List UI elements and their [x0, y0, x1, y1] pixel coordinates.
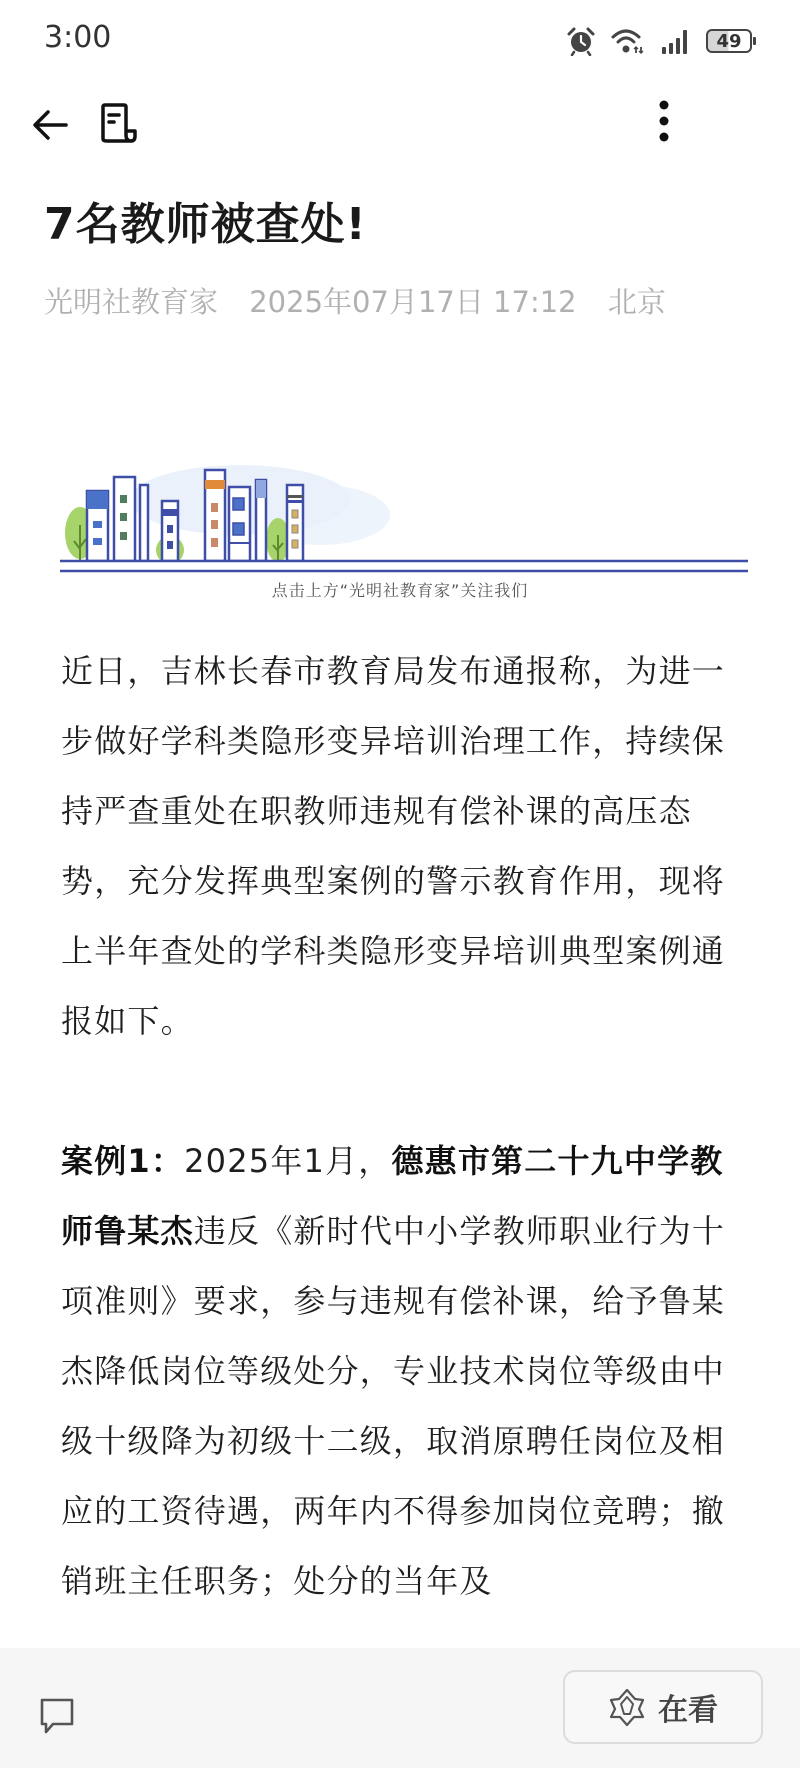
- document-scroll-icon: [98, 101, 140, 145]
- more-vertical-icon: [652, 97, 676, 147]
- arrow-left-icon: [30, 105, 70, 145]
- publish-datetime: 2025年07月17日 17:12: [249, 285, 577, 319]
- banner-caption: 点击上方“光明社教育家”关注我们: [271, 581, 529, 600]
- comment-bubble-icon: [38, 1696, 76, 1736]
- status-time: 3:00: [44, 20, 112, 55]
- status-bar: [0, 0, 800, 80]
- star-outline-icon: [608, 1687, 646, 1727]
- reader-mode-button[interactable]: [98, 101, 140, 149]
- article-body: [61, 636, 741, 1616]
- case-1-date: 2025年1月，: [184, 1142, 392, 1180]
- article-title: 7名教师被查处!: [44, 199, 367, 250]
- more-button[interactable]: [652, 97, 676, 147]
- publish-location: 北京: [607, 285, 666, 319]
- kandian-label: 在看: [658, 1693, 718, 1728]
- nav-bar: [0, 95, 800, 165]
- wifi-icon: [610, 26, 646, 56]
- bottom-action-bar: [0, 1648, 800, 1768]
- account-name-link[interactable]: 光明社教育家: [44, 285, 219, 319]
- article-meta: [44, 280, 688, 321]
- kandian-button[interactable]: [563, 1670, 763, 1744]
- back-button[interactable]: [30, 105, 70, 149]
- case-1-subject: 德惠市第二十九中学教师鲁某杰: [61, 1142, 724, 1250]
- case-1-paragraph: [61, 1126, 741, 1616]
- case-1-label: 案例1：: [61, 1142, 185, 1180]
- battery-icon: [706, 29, 752, 53]
- status-icons: [566, 24, 752, 58]
- comment-button[interactable]: [38, 1696, 76, 1740]
- battery-level: 49: [716, 30, 742, 52]
- signal-icon: [660, 27, 692, 55]
- alarm-icon: [566, 26, 596, 56]
- case-1-body: 违反《新时代中小学教师职业行为十项准则》要求，参与违规有偿补课，给予鲁某杰降低岗位等级处分，专业技术岗位等级由中级十级降为初级十二级，取消原聘任岗位及相应的工资待遇，两年内不得参加岗位竞聘；撤销班主任职务；处分的当年及: [61, 1212, 726, 1600]
- article-intro-paragraph: 近日，吉林长春市教育局发布通报称，为进一步做好学科类隐形变异培训治理工作，持续保持严查重处在职教师违规有偿补课的高压态势，充分发挥典型案例的警示教育作用，现将上半年查处的学科类隐形变异培训典型案例通报如下。: [61, 652, 726, 1040]
